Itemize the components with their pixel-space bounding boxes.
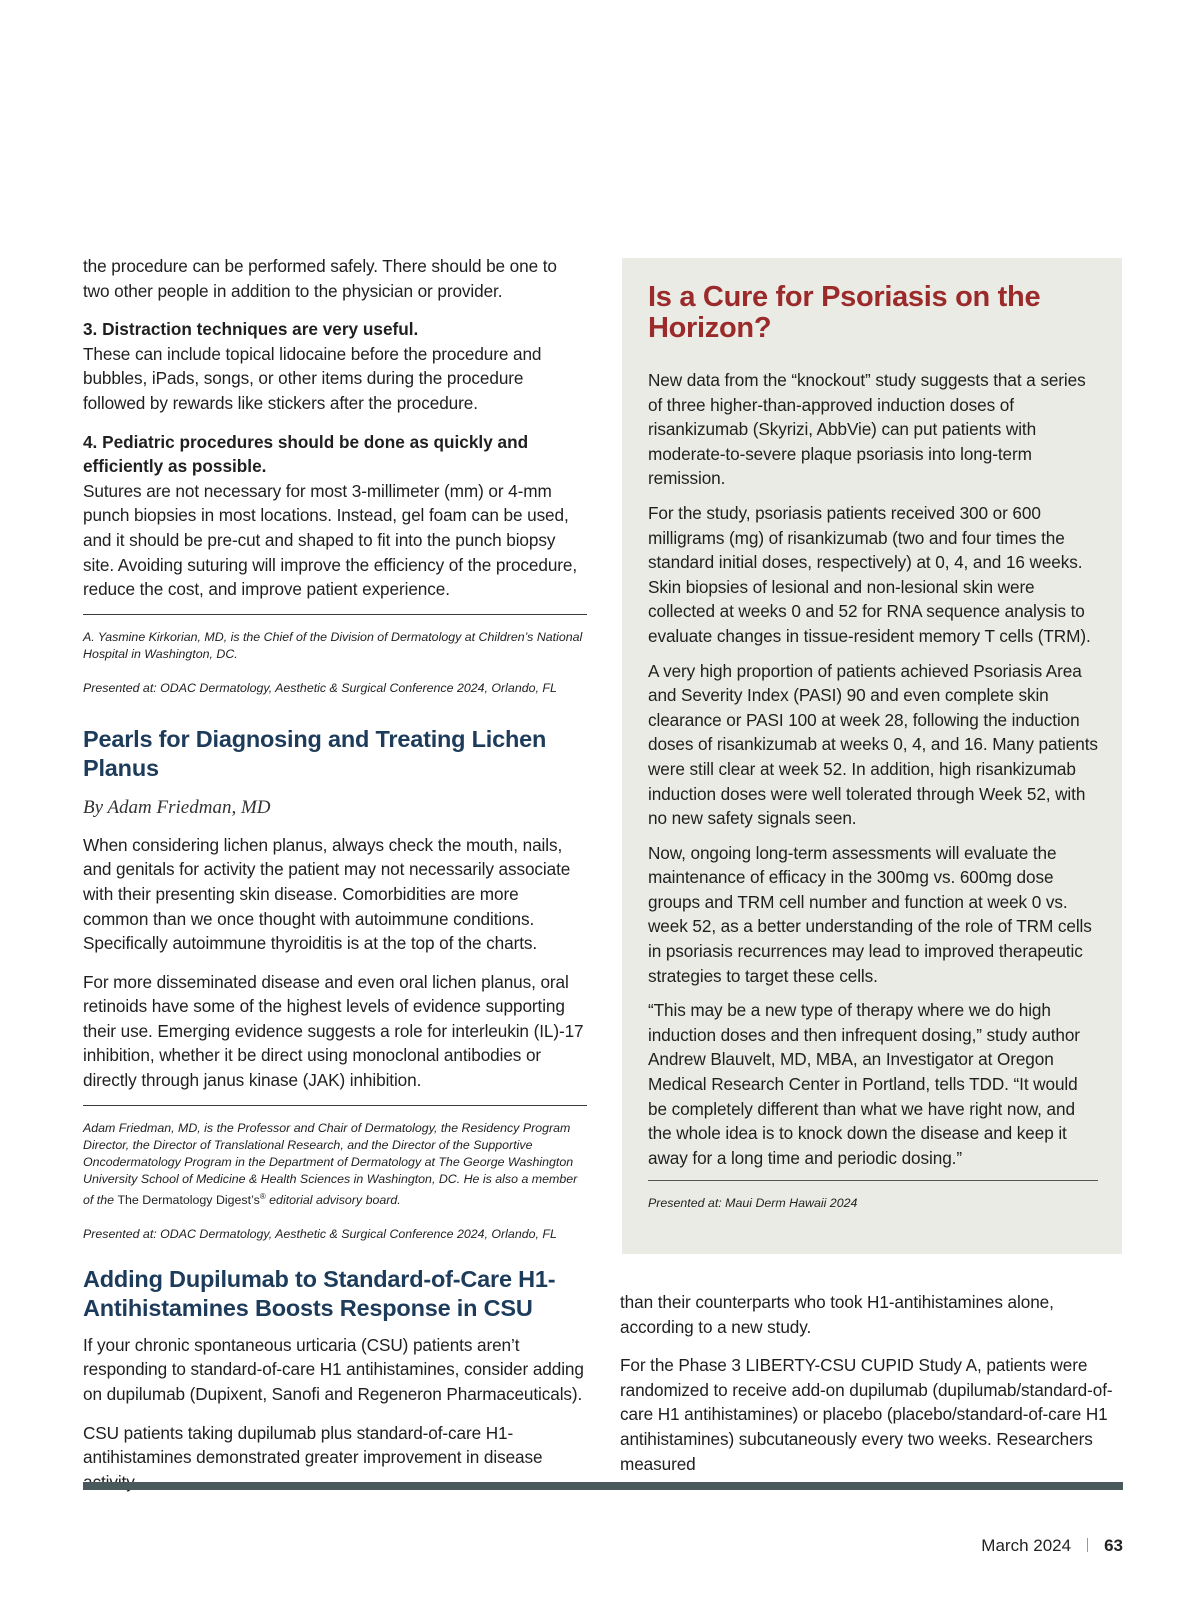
folio-separator: [1087, 1538, 1088, 1552]
dupilumab-paragraph-1: If your chronic spontaneous urticaria (CSU) patients aren’t responding to standard-of-care H1 antihistamines, consider adding on dupilumab (Dupixent, Sanofi and Regeneron Pharmaceuticals).: [83, 1334, 584, 1404]
dupilumab-title: Adding Dupilumab to Standard-of-Care H1-Antihistamines Boosts Response in CSU: [83, 1265, 556, 1321]
tip-3-body: These can include topical lidocaine before the procedure and bubbles, iPads, songs, or other items during the procedure followed by rewards like stickers after the procedure.: [83, 343, 542, 413]
publication-name: The Dermatology Digest’s: [117, 1192, 260, 1207]
tip-4-body: Sutures are not necessary for most 3-millimeter (mm) or 4-mm punch biopsies in most locations. Instead, gel foam can be used, and it should be pre-cut and shaped to fit into the punch biopsy site. Avoiding suturing will improve the efficiency of the procedure, reduce the cost, and improve patient experience.: [83, 480, 578, 600]
sidebar-paragraph-5: “This may be a new type of therapy where we do high induction doses and then infrequent dosing,” study author Andrew Blauvelt, MD, MBA, an Investigator at Oregon Medical Research Center in Portland, tells TDD. “It would be completely different than what we have right now, and the whole idea is to knock down the disease and keep it away for a long time and periodic dosing.”: [648, 1000, 1080, 1168]
sidebar-paragraph-4: Now, ongoing long-term assessments will evaluate the maintenance of efficacy in the 300mg vs. 600mg dose groups and TRM cell number and function at week 0 vs. week 52, as a better understanding of the role of TRM cells in psoriasis recurrences may lead to improved therapeutic strategies to target these cells.: [648, 842, 1092, 986]
presented-at: Presented at: ODAC Dermatology, Aesthetic & Surgical Conference 2024, Orlando, FL: [83, 680, 557, 695]
sidebar-paragraph-3: A very high proportion of patients achieved Psoriasis Area and Severity Index (PASI) 90 and even complete skin clearance or PASI 100 at week 28, following the induction doses of risankizumab at weeks 0, 4, and 16. Many patients were still clear at week 52. In addition, high risankizumab induction doses were well tolerated through Week 52, with no new safety signals seen.: [648, 660, 1098, 829]
right-column-continuation: [620, 1290, 1126, 1486]
continuation-paragraph-2: For the Phase 3 LIBERTY-CSU CUPID Study A, patients were randomized to receive add-on dupilumab (dupilumab/standard-of-care H1 antihistamines) or placebo (placebo/standard-of-care H1 antihistamines) subcutaneously every two weeks. Researchers measured: [620, 1355, 1113, 1474]
lichen-paragraph-2: For more disseminated disease and even oral lichen planus, oral retinoids have some of the highest levels of evidence supporting their use. Emerging evidence suggests a role for interleukin (IL)-17 inhibition, whether it be direct using monoclonal antibodies or directly through janus kinase (JAK) inhibition.: [83, 971, 584, 1091]
sidebar-paragraph-1: New data from the “knockout” study suggests that a series of three higher-than-approved induction doses of risankizumab (Skyrizi, AbbVie) can put patients with moderate-to-severe plaque psoriasis into long-term remission.: [648, 370, 1086, 489]
author-bio: A. Yasmine Kirkorian, MD, is the Chief of the Division of Dermatology at Children’s National Hospital in Washington, DC.: [83, 629, 583, 661]
psoriasis-sidebar: [622, 258, 1122, 1254]
registered-mark: ®: [259, 1191, 266, 1201]
issue-date: March 2024: [981, 1536, 1072, 1555]
presented-at: Presented at: ODAC Dermatology, Aesthetic & Surgical Conference 2024, Orlando, FL: [83, 1226, 557, 1241]
dupilumab-paragraph-2: CSU patients taking dupilumab plus standard-of-care H1-antihistamines demonstrated greater improvement in disease: [83, 1422, 543, 1468]
tip-3-heading: 3. Distraction techniques are very useful.: [83, 319, 419, 340]
divider: [648, 1180, 1098, 1181]
folio: [981, 1536, 1123, 1556]
byline: By Adam Friedman, MD: [83, 796, 271, 818]
page-number: 63: [1104, 1536, 1123, 1555]
sidebar-title: Is a Cure for Psoriasis on the Horizon?: [648, 281, 1041, 344]
tip-4-heading: 4. Pediatric procedures should be done as quickly and efficiently as possible.: [83, 431, 529, 477]
divider: [83, 1105, 587, 1106]
presented-at: Presented at: Maui Derm Hawaii 2024: [648, 1196, 858, 1211]
intro-paragraph: the procedure can be performed safely. There should be one to two other people in addition to the physician or provider.: [83, 256, 557, 301]
left-column: [83, 254, 587, 1504]
lichen-paragraph-1: When considering lichen planus, always check the mouth, nails, and genitals for activity the patient may not necessarily associate with their presenting skin disease. Comorbidities are more common than we once thought with autoimmune conditions. Specifically autoimmune thyroiditis is at the top of the charts.: [83, 834, 571, 954]
continuation-paragraph-1: than their counterparts who took H1-antihistamines alone, according to a new study.: [620, 1292, 1054, 1337]
author-bio: Adam Friedman, MD, is the Professor and Chair of Dermatology, the Residency Program Director, the Director of Translational Research, and the Director of the Supportive Oncodermatology Program in the Department of Dermatology at The George Washington University School of Medicine & Health Sciences in Washington, DC. He is also a member of the The Dermatology Digest’s® editorial advisory board.: [83, 1120, 578, 1207]
footer-bar: [83, 1482, 1123, 1490]
sidebar-paragraph-2: For the study, psoriasis patients received 300 or 600 milligrams (mg) of risankizumab (two and four times the standard initial doses, respectively) at 0, 4, and 16 weeks. Skin biopsies of lesional and non-lesional skin were collected at weeks 0 and 52 for RNA sequence analysis to evaluate changes in tissue-resident memory T cells (TRM).: [648, 502, 1091, 646]
lichen-planus-title: Pearls for Diagnosing and Treating Lichen Planus: [83, 725, 547, 781]
divider: [83, 614, 587, 615]
